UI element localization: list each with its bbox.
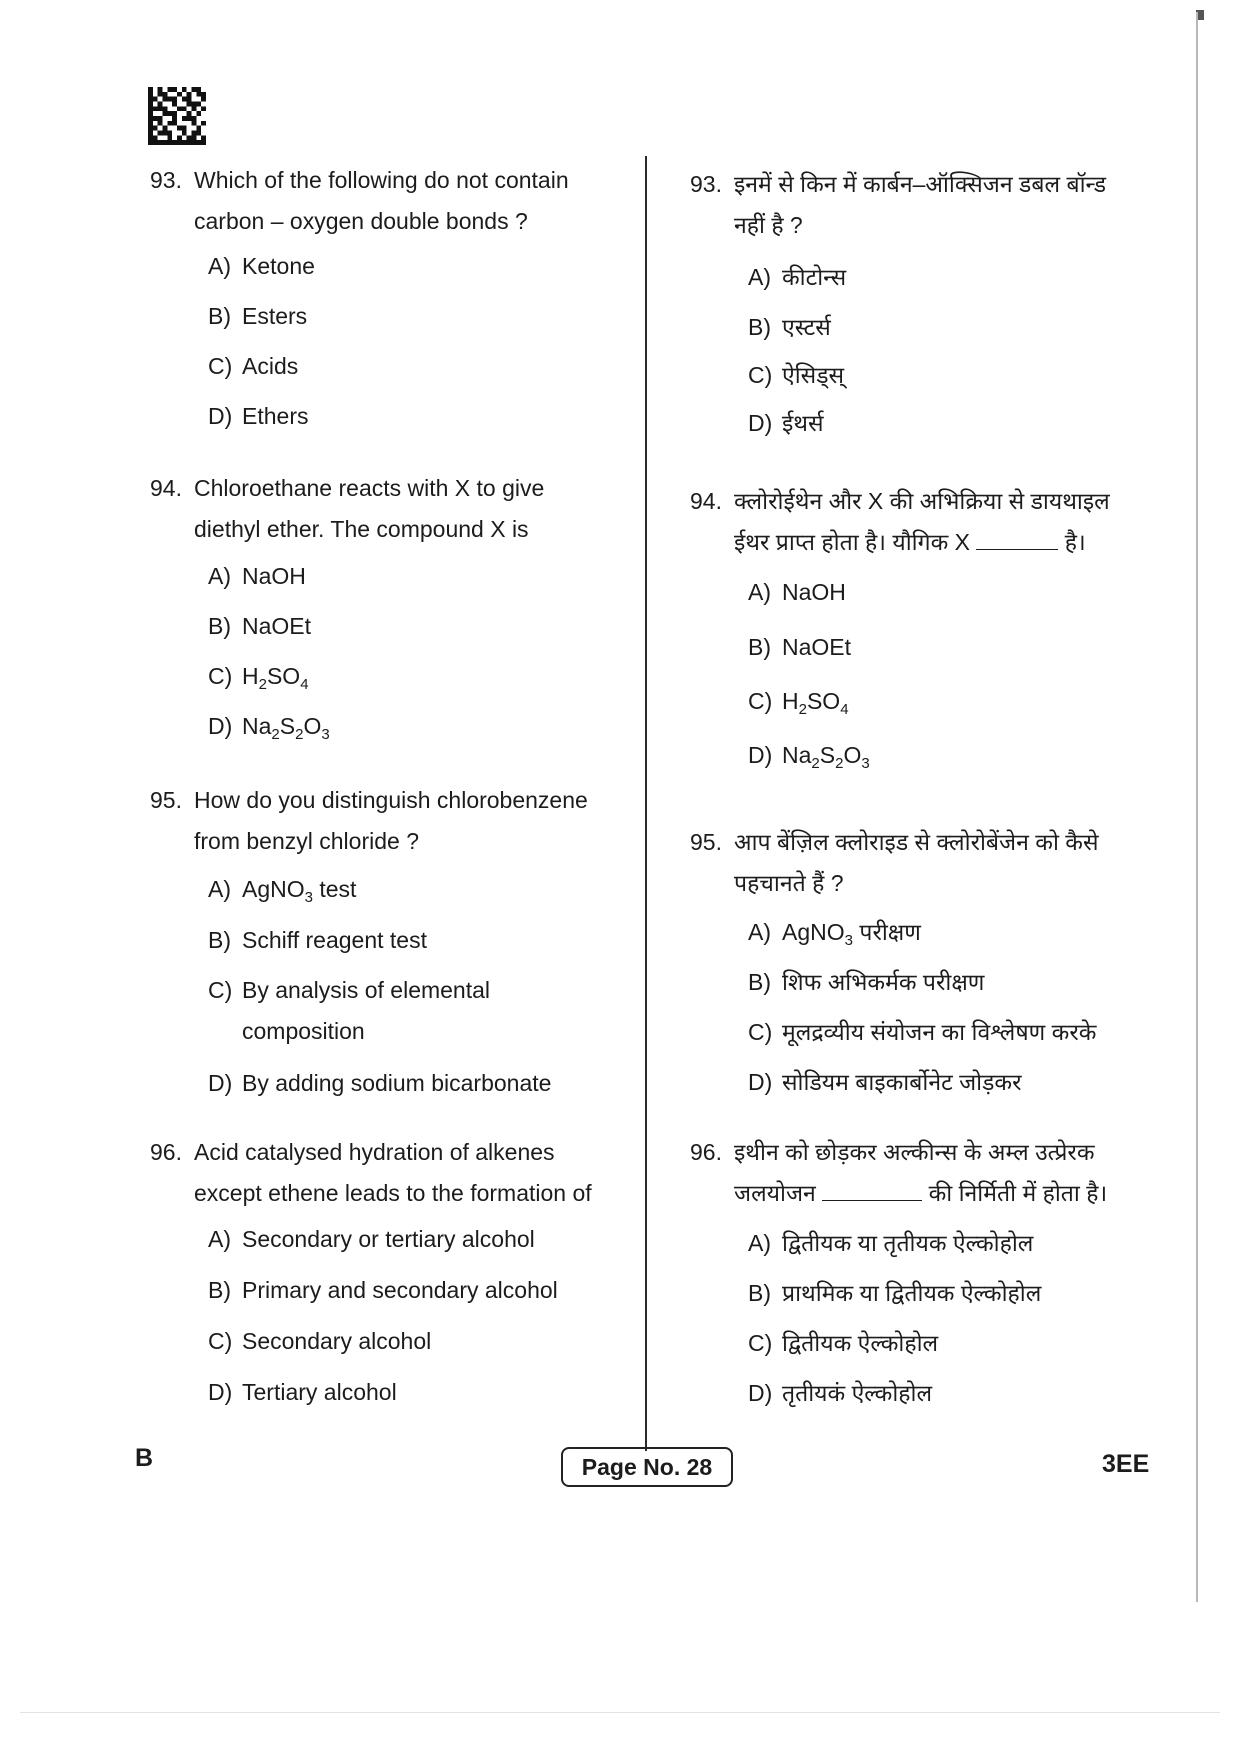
question-95-hindi: [690, 822, 1160, 1095]
question-number: 94.: [690, 488, 722, 514]
question-number: 93.: [690, 171, 722, 197]
option-c: C) Secondary alcohol: [208, 1328, 432, 1354]
page-bottom-edge: [20, 1712, 1220, 1713]
question-number: 95.: [150, 787, 182, 813]
question-text: Chloroethane reacts with X to give: [194, 475, 545, 501]
question-96-hindi: [690, 1132, 1160, 1406]
question-96: [150, 1132, 640, 1405]
option-c: C) मूलद्रव्यीय संयोजन का विश्लेषण करके: [748, 1019, 1097, 1045]
question-text: except ethene leads to the formation of: [194, 1180, 592, 1206]
answer-blank: [976, 529, 1058, 550]
question-text: आप बेंज़िल क्लोराइड से क्लोरोबेंजेन को कैसे: [734, 829, 1099, 855]
question-text: पहचानते हैं ?: [734, 870, 844, 896]
option-d: D) By adding sodium bicarbonate: [208, 1070, 552, 1096]
question-text-end: की निर्मिती में होता है।: [928, 1180, 1108, 1206]
option-c-continued: composition: [242, 1018, 365, 1044]
option-d: D) तृतीयकं ऐल्कोहोल: [748, 1380, 933, 1406]
option-d: D) $Na_2S_2O_3$: [748, 742, 870, 772]
option-d: D) Ethers: [208, 403, 309, 429]
question-93-hindi: [690, 164, 1160, 436]
option-c: C) Acids: [208, 353, 299, 379]
question-text: diethyl ether. The compound X is: [194, 516, 529, 542]
option-a: A) AgNO$_3$ test: [208, 876, 357, 906]
option-c: C) ऐसिड्स्: [748, 362, 845, 388]
question-text: carbon – oxygen double bonds ?: [194, 208, 528, 234]
question-number: 94.: [150, 475, 182, 501]
question-text: इनमें से किन में कार्बन–ऑक्सिजन डबल बॉन्ड: [734, 171, 1107, 197]
option-b: B) NaOEt: [748, 634, 852, 660]
question-text: जलयोजन: [734, 1180, 816, 1206]
page-edge-line: [1196, 12, 1198, 1602]
question-number: 93.: [150, 167, 182, 193]
option-d: D) Tertiary alcohol: [208, 1379, 397, 1405]
question-text: ईथर प्राप्त होता है। यौगिक X: [734, 529, 970, 555]
qr-code-icon: [148, 86, 206, 146]
option-b: B) Schiff reagent test: [208, 927, 427, 953]
option-b: B) एस्टर्स: [748, 314, 831, 340]
question-number: 95.: [690, 829, 722, 855]
series-label: B: [135, 1444, 154, 1472]
option-c: C) $H_2SO_4$: [208, 663, 309, 693]
option-a: A) Secondary or tertiary alcohol: [208, 1226, 535, 1252]
option-d: D) ईथर्स: [748, 410, 824, 436]
question-text: from benzyl chloride ?: [194, 828, 419, 854]
option-d: D) सोडियम बाइकार्बोनेट जोड़कर: [748, 1069, 1022, 1095]
option-d: D) $Na_2S_2O_3$: [208, 713, 330, 743]
question-text: Acid catalysed hydration of alkenes: [194, 1139, 555, 1165]
column-divider: [645, 156, 647, 1451]
option-a: A) कीटोन्स: [748, 264, 847, 290]
option-c: C) $H_2SO_4$: [748, 688, 849, 718]
paper-code: 3EE: [1102, 1450, 1150, 1478]
option-c: C) By analysis of elemental: [208, 977, 491, 1003]
option-a: A) AgNO$_3$ परीक्षण: [748, 919, 921, 949]
option-a: A) NaOH: [208, 563, 306, 589]
option-b: B) प्राथमिक या द्वितीयक ऐल्कोहोल: [748, 1280, 1042, 1306]
question-95: [150, 780, 640, 1096]
question-text-end: है।: [1064, 529, 1086, 555]
option-b: B) Esters: [208, 303, 308, 329]
option-b: B) NaOEt: [208, 613, 312, 639]
option-a: A) NaOH: [748, 579, 846, 605]
question-number: 96.: [690, 1139, 722, 1165]
question-text: क्लोरोईथेन और X की अभिक्रिया से डायथाइल: [734, 488, 1110, 514]
question-text: Which of the following do not contain: [194, 167, 569, 193]
question-number: 96.: [150, 1139, 182, 1165]
option-a: A) द्वितीयक या तृतीयक ऐल्कोहोल: [748, 1230, 1034, 1256]
question-94: [150, 468, 640, 743]
question-text: How do you distinguish chlorobenzene: [194, 787, 588, 813]
option-b: B) Primary and secondary alcohol: [208, 1277, 558, 1303]
page-number-box: Page No. 28: [561, 1447, 733, 1487]
option-b: B) शिफ अभिकर्मक परीक्षण: [748, 969, 985, 995]
question-93: [150, 160, 640, 429]
question-text: इथीन को छोड़कर अल्कीन्स के अम्ल उत्प्रेरक: [734, 1139, 1095, 1165]
option-c: C) द्वितीयक ऐल्कोहोल: [748, 1330, 939, 1356]
question-text: नहीं है ?: [734, 212, 803, 238]
option-a: A) Ketone: [208, 253, 315, 279]
question-94-hindi: [690, 481, 1160, 772]
answer-blank: [822, 1180, 922, 1201]
